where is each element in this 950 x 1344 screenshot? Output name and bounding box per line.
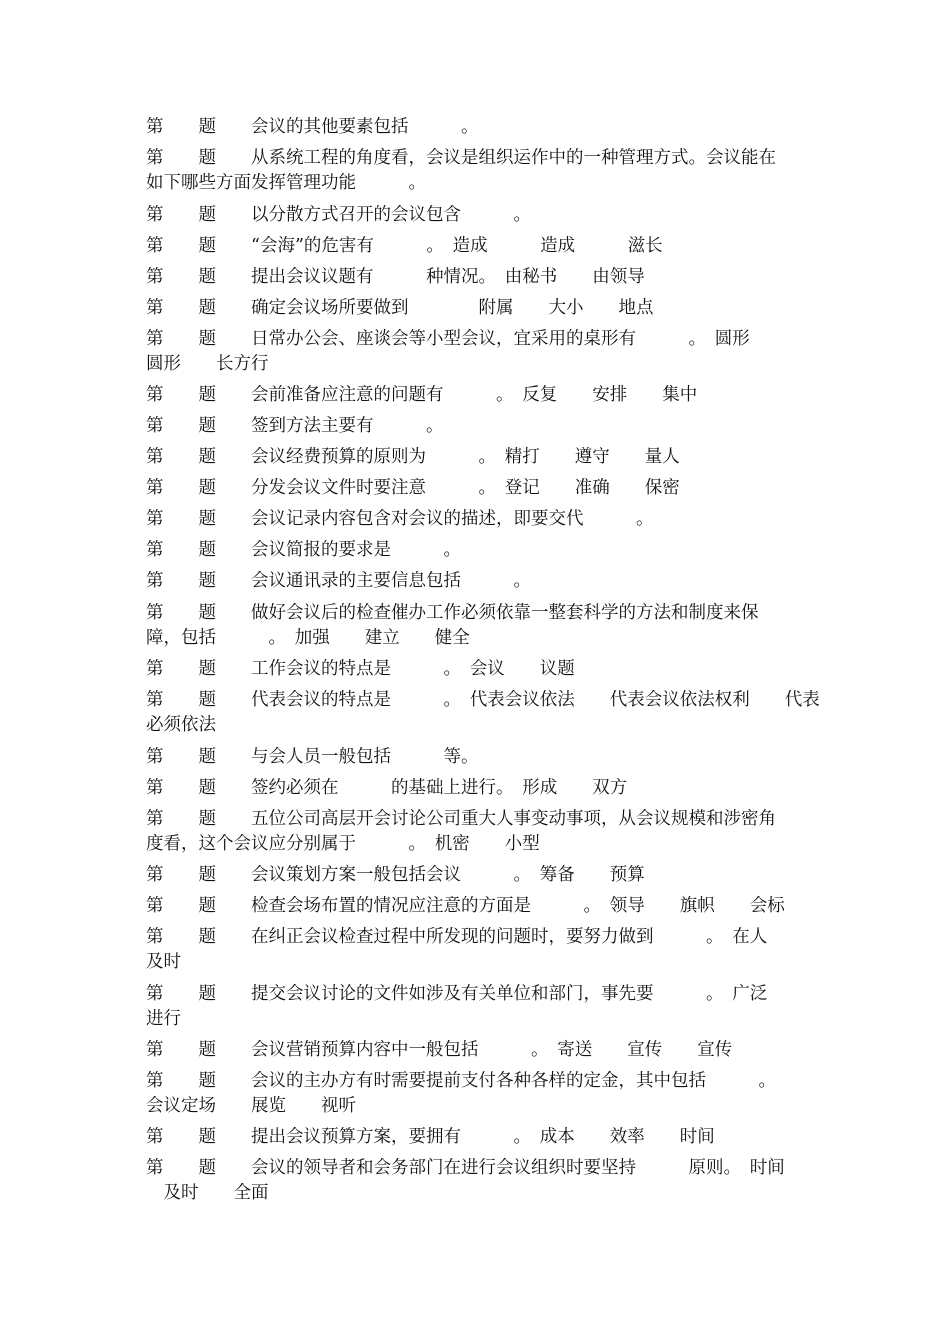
question-13: [146, 538, 810, 563]
question-27: [146, 1125, 810, 1150]
question-28: [146, 1156, 810, 1206]
question-line: 及时 全面: [146, 1183, 269, 1203]
question-5: [146, 265, 810, 290]
question-14: [146, 569, 810, 594]
question-25: [146, 1038, 810, 1063]
question-line: 第 题 会议的领导者和会务部门在进行会议组织时要坚持 原则。 时间: [146, 1158, 785, 1178]
question-line: 第 题 做好会议后的检查催办工作必须依靠一整套科学的方法和制度来保: [146, 603, 759, 623]
question-23: [146, 925, 810, 975]
question-12: [146, 507, 810, 532]
question-9: [146, 414, 810, 439]
question-line: 第 题 会议的其他要素包括 。: [146, 117, 479, 137]
question-line: 第 题 代表会议的特点是 。 代表会议依法 代表会议依法权利 代表: [146, 690, 820, 710]
question-line: 第 题 会议营销预算内容中一般包括 。 寄送 宣传 宣传: [146, 1040, 733, 1060]
question-line: 第 题 会议简报的要求是 。: [146, 540, 461, 560]
question-26: [146, 1069, 810, 1119]
question-line: 第 题 会议通讯录的主要信息包括 。: [146, 571, 531, 591]
question-line: 第 题 签约必须在 的基础上进行。 形成 双方: [146, 778, 628, 798]
question-4: [146, 234, 810, 259]
question-line: 第 题 签到方法主要有 。: [146, 416, 444, 436]
question-line: 第 题 会前准备应注意的问题有 。 反复 安排 集中: [146, 385, 698, 405]
question-1: [146, 115, 810, 140]
question-16: [146, 657, 810, 682]
question-line: 第 题 工作会议的特点是 。 会议 议题: [146, 659, 575, 679]
question-22: [146, 894, 810, 919]
question-line: 第 题 提交会议讨论的文件如涉及有关单位和部门，事先要 。 广泛: [146, 984, 768, 1004]
question-line: 第 题 日常办公会、座谈会等小型会议，宜采用的桌形有 。 圆形: [146, 329, 750, 349]
question-21: [146, 863, 810, 888]
question-line: 第 题 在纠正会议检查过程中所发现的问题时，要努力做到 。 在人: [146, 927, 768, 947]
question-19: [146, 776, 810, 801]
question-line: 第 题 以分散方式召开的会议包含 。: [146, 205, 531, 225]
question-18: [146, 745, 810, 770]
question-line: 第 题 会议经费预算的原则为 。 精打 遵守 量人: [146, 447, 680, 467]
question-line: 第 题 从系统工程的角度看，会议是组织运作中的一种管理方式。会议能在: [146, 148, 776, 168]
question-7: [146, 327, 810, 377]
question-line: 障，包括 。 加强 建立 健全: [146, 628, 470, 648]
question-line: 如下哪些方面发挥管理功能 。: [146, 173, 426, 193]
question-line: 进行: [146, 1009, 181, 1029]
question-line: 第 题 会议的主办方有时需要提前支付各种各样的定金，其中包括 。: [146, 1071, 776, 1091]
question-line: 第 题 与会人员一般包括 等。: [146, 747, 479, 767]
question-line: 第 题 五位公司高层开会讨论公司重大人事变动事项，从会议规模和涉密角: [146, 809, 776, 829]
question-line: 第 题 会议策划方案一般包括会议 。 筹备 预算: [146, 865, 645, 885]
question-line: 必须依法: [146, 715, 216, 735]
question-line: 圆形 长方行: [146, 354, 269, 374]
question-line: 第 题 确定会议场所要做到 附属 大小 地点: [146, 298, 654, 318]
question-line: 及时: [146, 952, 181, 972]
question-15: [146, 601, 810, 651]
question-line: 第 题 检查会场布置的情况应注意的方面是 。 领导 旗帜 会标: [146, 896, 785, 916]
question-8: [146, 383, 810, 408]
question-line: 第 题 提出会议预算方案，要拥有 。 成本 效率 时间: [146, 1127, 715, 1147]
question-2: [146, 146, 810, 196]
question-6: [146, 296, 810, 321]
question-17: [146, 688, 820, 738]
question-line: 第 题 “会海”的危害有 。 造成 造成 滋长: [146, 236, 663, 256]
question-line: 第 题 会议记录内容包含对会议的描述，即要交代 。: [146, 509, 654, 529]
question-line: 度看，这个会议应分别属于 。 机密 小型: [146, 834, 540, 854]
question-11: [146, 476, 810, 501]
question-line: 第 题 分发会议文件时要注意 。 登记 准确 保密: [146, 478, 680, 498]
question-line: 第 题 提出会议议题有 种情况。 由秘书 由领导: [146, 267, 645, 287]
question-24: [146, 982, 810, 1032]
question-20: [146, 807, 810, 857]
question-3: [146, 203, 810, 228]
question-line: 会议定场 展览 视听: [146, 1096, 356, 1116]
question-10: [146, 445, 810, 470]
